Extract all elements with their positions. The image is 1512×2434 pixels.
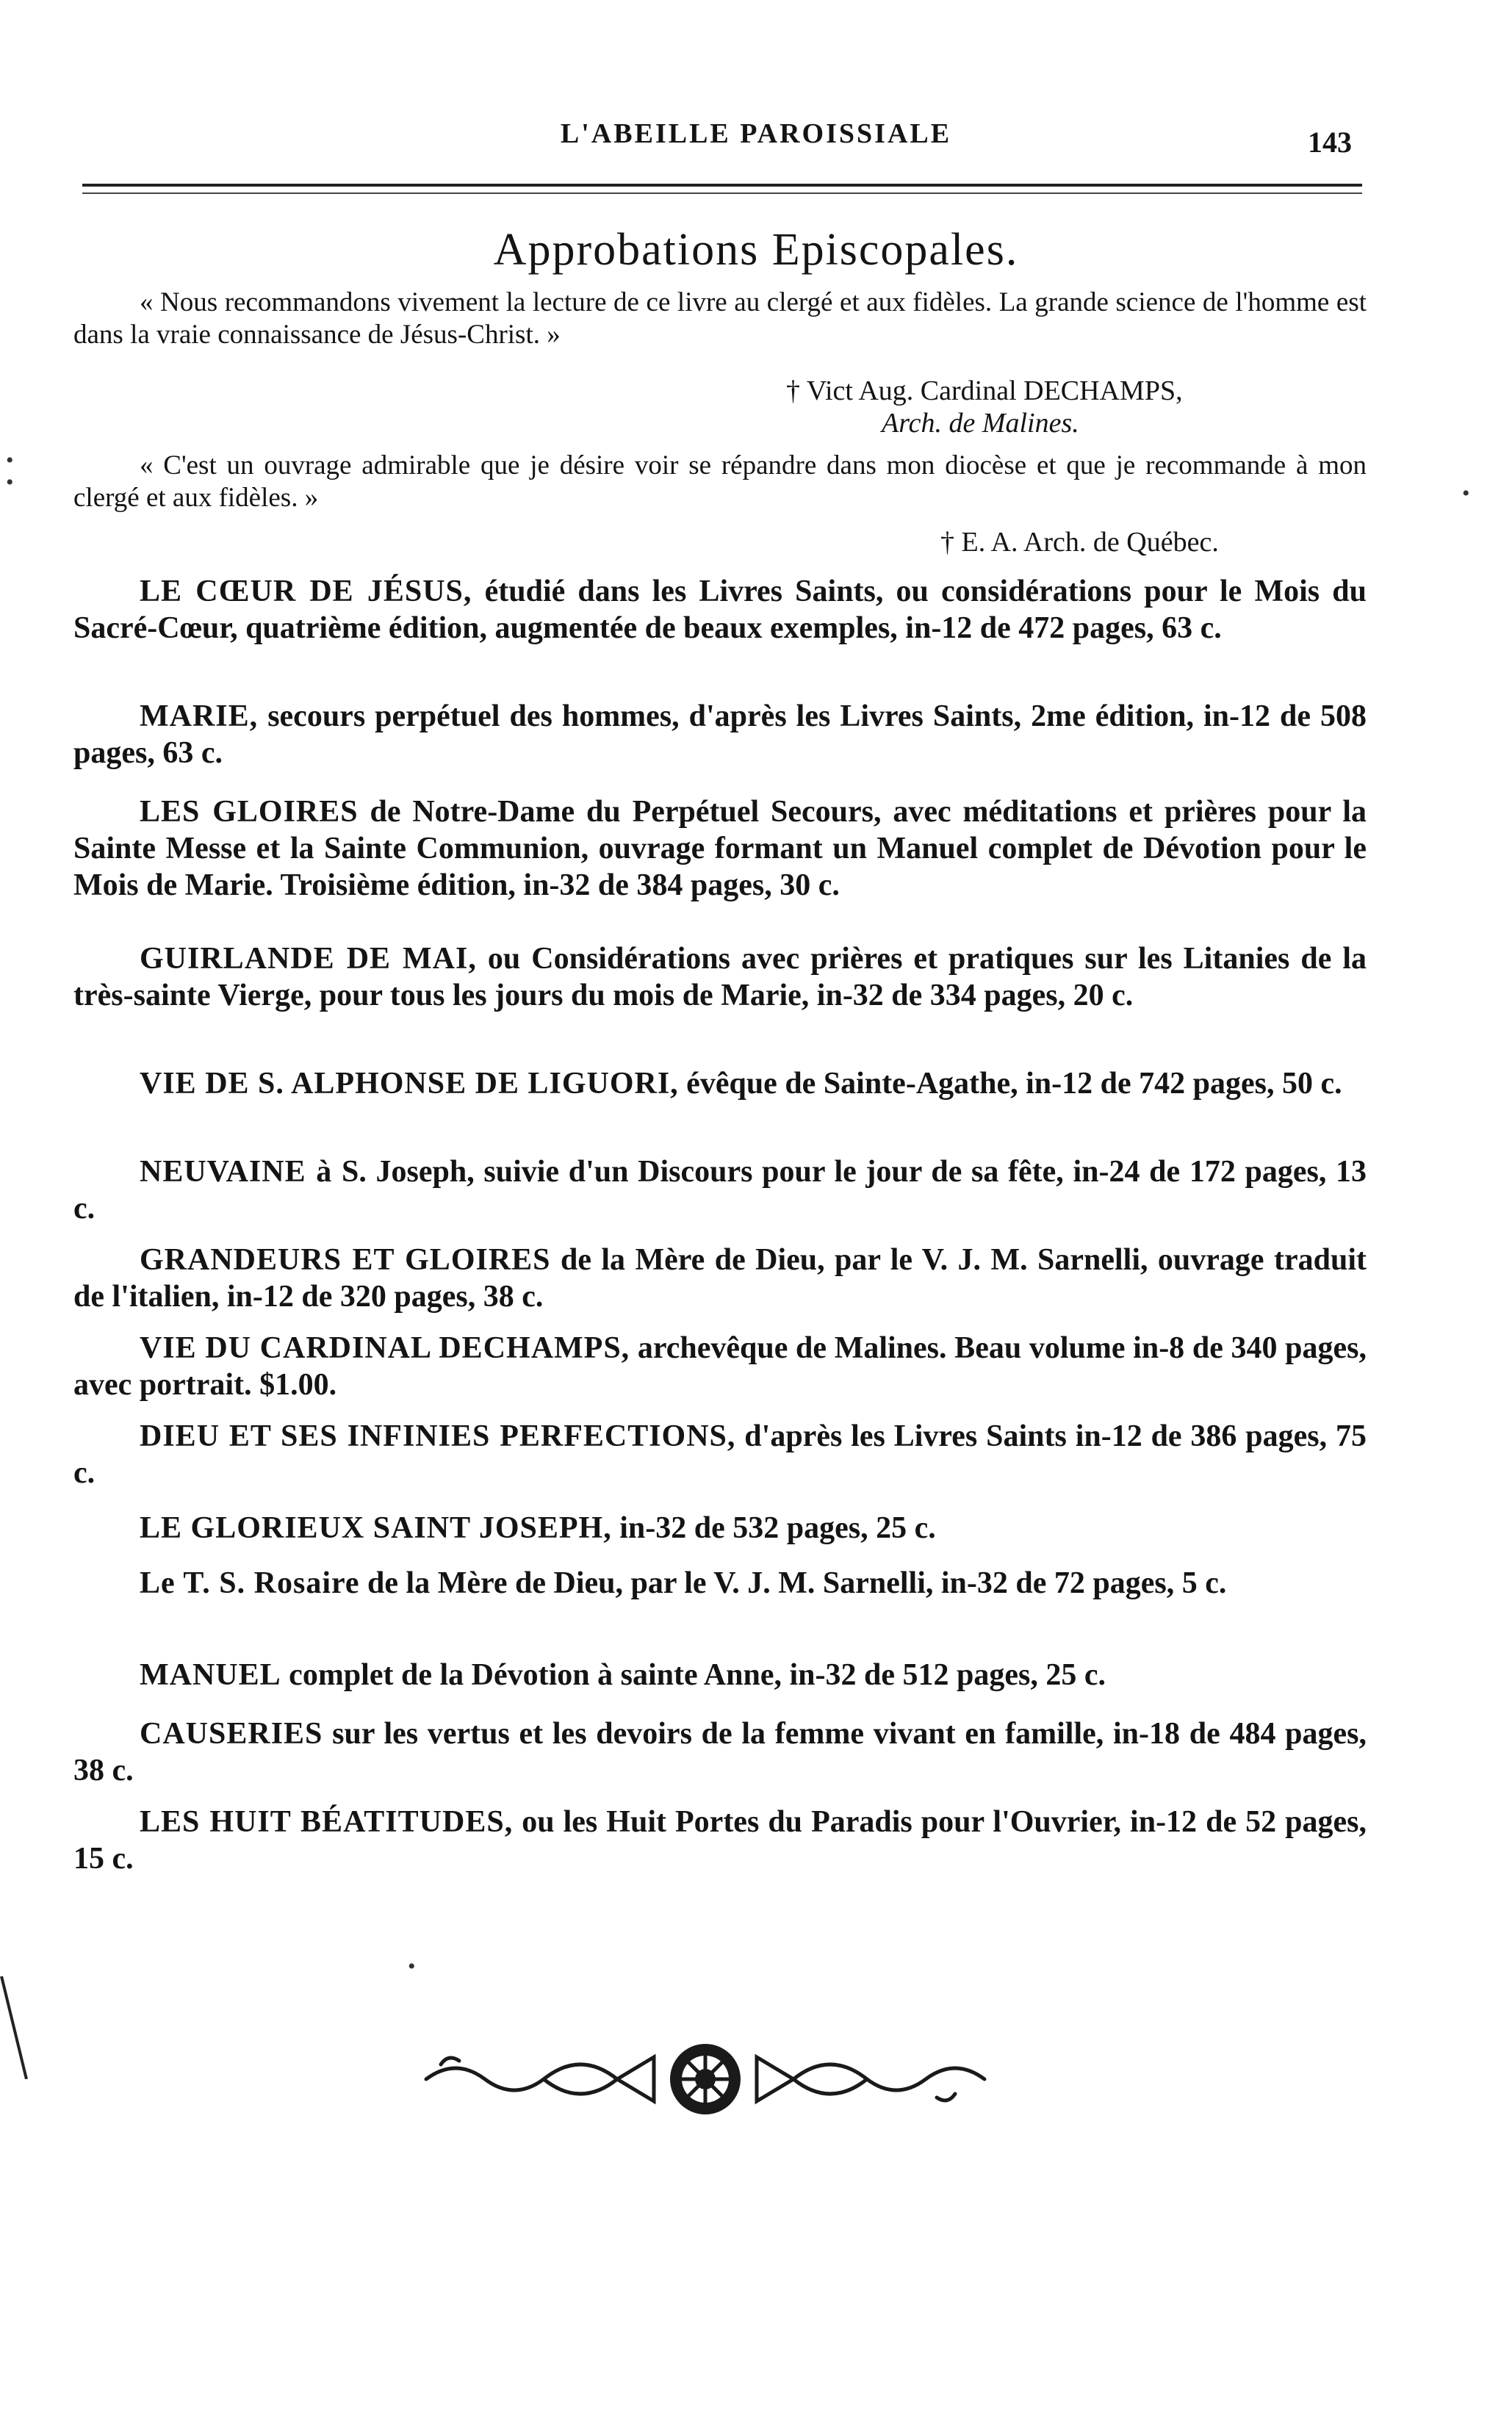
book-title: Le T. S. Rosaire [140,1566,360,1600]
book-title: CAUSERIES [140,1717,323,1751]
book-description: de Notre-Dame du Perpétuel Secours, avec méditations et prières pour la Sainte Messe et la Sainte Communion, ouvrage formant un Manuel complet de Dévotion pour le Mois de Marie. Troisième édition, in-32 de 384 pages, 30 c. [73,795,1367,902]
book-title: LES GLOIRES [140,795,359,829]
book-title: GUIRLANDE DE MAI, [140,942,477,976]
book-listing [73,940,1367,1014]
book-listing [73,793,1367,904]
approbation-quote: « C'est un ouvrage admirable que je désire voir se répandre dans mon diocèse et que je recommande à mon clergé et aux fidèles. » [73,450,1367,513]
book-listing [73,1565,1367,1602]
book-listing [73,1510,1367,1547]
book-description: archevêque de Malines. Beau volume in-8 de 340 pages, avec portrait. $1.00. [73,1331,1367,1402]
book-description: ou les Huit Portes du Paradis pour l'Ouvrier, in-12 de 52 pages, 15 c. [73,1805,1367,1876]
book-title: VIE DU CARDINAL DECHAMPS, [140,1331,630,1365]
margin-mark: • [6,448,14,472]
section-title: Approbations Episcopales. [493,225,1019,275]
header-rule-secondary [82,192,1362,194]
book-title: VIE DE S. ALPHONSE DE LIGUORI, [140,1067,679,1101]
book-title: LE CŒUR DE JÉSUS, [140,575,472,608]
running-head: L'ABEILLE PAROISSIALE [560,118,952,149]
approbation-signature [786,375,1183,407]
book-listing [73,1330,1367,1403]
book-title: MANUEL [140,1658,281,1692]
book-description: ou Considérations avec prières et pratiques sur les Litanies de la très-sainte Vierge, pour tous les jours du mois de Marie, in-32 de 334 pages, 20 c. [73,942,1367,1012]
approbation-signature-title: Arch. de Malines. [882,408,1079,439]
margin-mark: • [6,470,14,494]
book-description: sur les vertus et les devoirs de la femme vivant en famille, in-18 de 484 pages, 38 c. [73,1717,1367,1787]
margin-mark: • [408,1954,416,1978]
book-description: d'après les Livres Saints in-12 de 386 pages, 75 c. [73,1419,1367,1490]
book-description: étudié dans les Livres Saints, ou considérations pour le Mois du Sacré-Cœur, quatrième édition, augmentée de beaux exemples, in-12 de 472 pages, 63 c. [73,575,1367,645]
book-title: MARIE, [140,699,259,733]
book-description: in-32 de 532 pages, 25 c. [619,1511,936,1545]
book-listing [73,573,1367,647]
approbation-quote: « Nous recommandons vivement la lecture de ce livre au clergé et aux fidèles. La grande science de l'homme est dans la vraie connaissance de Jésus-Christ. » [73,287,1367,350]
book-listing [73,1153,1367,1227]
book-description: de la Mère de Dieu, par le V. J. M. Sarnelli, in-32 de 72 pages, 5 c. [367,1566,1227,1600]
book-title: LE GLORIEUX SAINT JOSEPH, [140,1511,612,1545]
book-title: NEUVAINE à [140,1155,333,1189]
floral-tailpiece-icon [411,2035,999,2123]
book-title: DIEU ET SES INFINIES PERFECTIONS, [140,1419,736,1453]
book-listing [73,1715,1367,1789]
margin-scratch-icon [0,1976,29,2079]
book-listing [73,1065,1367,1102]
book-listing [73,1804,1367,1877]
book-description: secours perpétuel des hommes, d'après les Livres Saints, 2me édition, in-12 de 508 pages, 63 c. [73,699,1367,770]
book-listing [73,698,1367,771]
book-description: complet de la Dévotion à sainte Anne, in-32 de 512 pages, 25 c. [289,1658,1106,1692]
book-title: GRANDEURS ET GLOIRES [140,1243,551,1277]
page-number: 143 [1308,126,1352,159]
margin-mark: • [1462,481,1470,505]
book-description: de la Mère de Dieu, par le V. J. M. Sarnelli, ouvrage traduit de l'italien, in-12 de 320 pages, 38 c. [73,1243,1367,1314]
approbation-signature: † E. A. Arch. de Québec. [940,527,1219,558]
book-title: LES HUIT BÉATITUDES, [140,1805,514,1839]
book-listing [73,1418,1367,1491]
book-listing [73,1657,1367,1693]
book-description: S. Joseph, suivie d'un Discours pour le jour de sa fête, in-24 de 172 pages, 13 c. [73,1155,1367,1225]
header-rule [82,184,1362,187]
book-description: évêque de Sainte-Agathe, in-12 de 742 pages, 50 c. [686,1067,1342,1101]
signature-name: † Vict Aug. Cardinal DECHAMPS, [786,375,1183,406]
book-listing [73,1242,1367,1315]
